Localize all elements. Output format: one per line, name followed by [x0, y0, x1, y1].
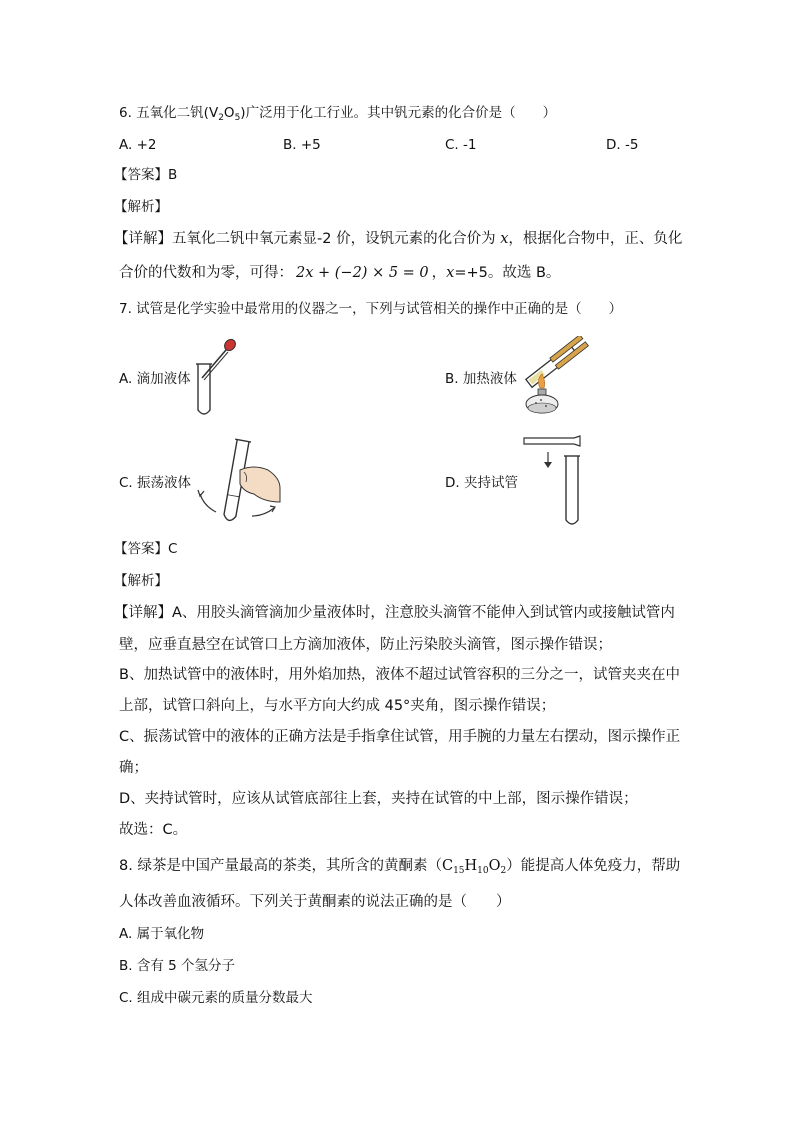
q6-detail-text: ， [431, 265, 447, 281]
q6-stem-text: )广泛用于化工行业。其中钒元素的化合价是（ ） [240, 105, 557, 121]
dropper-figure [192, 336, 242, 418]
q6-variable: x [500, 231, 509, 247]
q7-detail-line: 确； [119, 760, 148, 776]
q6-stem-text: O [223, 105, 235, 121]
q6-analysis-heading: 【解析】 [114, 199, 168, 215]
q8-stem-line-1 [119, 857, 680, 875]
q6-option-d: D. -5 [606, 137, 639, 153]
q7-detail-line: B、加热试管中的液体时，用外焰加热，液体不超过试管容积的三分之一，试管夹夹在中 [119, 667, 680, 683]
q6-detail-text: =+5。故选 B。 [454, 265, 561, 281]
q7-option-c-label: C. 振荡液体 [119, 475, 192, 491]
heating-figure [516, 336, 600, 420]
q8-stem-text: ）能提高人体免疫力，帮助 [506, 858, 681, 874]
q8-formula [442, 858, 506, 874]
q8-stem-text: 8. 绿茶是中国产量最高的茶类，其所含的黄酮素（ [119, 858, 442, 874]
q8-option-c: C. 组成中碳元素的质量分数最大 [119, 990, 313, 1006]
q6-subscript: 5 [234, 113, 241, 123]
q6-option-c: C. -1 [445, 137, 477, 153]
q7-detail-line: 【详解】A、用胶头滴管滴加少量液体时，注意胶头滴管不能伸入到试管内或接触试管内 [114, 605, 675, 621]
q6-detail-line-2 [119, 264, 560, 282]
q7-option-b-label: B. 加热液体 [445, 371, 517, 387]
q6-stem-text: 6. 五氧化二钒(V [119, 105, 219, 121]
q8-option-a: A. 属于氧化物 [119, 926, 205, 942]
q8-formula-subscript: 2 [500, 866, 507, 876]
q6-stem [119, 104, 556, 122]
q8-formula-symbol: H [464, 858, 478, 874]
shaking-figure [194, 436, 284, 528]
q8-formula-symbol: O [488, 858, 501, 874]
q6-variable: x [446, 265, 455, 281]
q6-option-b: B. +5 [283, 137, 321, 153]
q8-formula-subscript: 15 [453, 866, 465, 876]
q7-detail-line: 故选：C。 [119, 822, 188, 838]
q6-subscript: 2 [218, 113, 224, 123]
q6-option-a: A. +2 [119, 137, 157, 153]
q8-stem-line-2: 人体改善血液循环。下列关于黄酮素的说法正确的是（ ） [119, 894, 511, 910]
q7-analysis-heading: 【解析】 [114, 573, 168, 589]
q6-detail-line-1 [114, 230, 682, 248]
q7-detail-line: 壁，应垂直悬空在试管口上方滴加液体，防止污染胶头滴管，图示操作错误； [119, 637, 612, 653]
q8-formula-symbol: C [441, 858, 454, 874]
q7-detail-line: D、夹持试管时，应该从试管底部往上套，夹持在试管的中上部，图示操作错误； [119, 791, 638, 807]
q7-option-d-label: D. 夹持试管 [445, 475, 518, 491]
q6-equation: 2x + (−2) × 5 = 0 [296, 265, 429, 281]
q7-detail-line: 上部，试管口斜向上，与水平方向大约成 45°夹角，图示操作错误； [119, 698, 556, 714]
q7-detail-line: C、振荡试管中的液体的正确方法是手指拿住试管，用手腕的力量左右摆动，图示操作正 [119, 729, 681, 745]
q6-detail-text: 合价的代数和为零，可得： [119, 265, 293, 281]
q7-stem: 7. 试管是化学实验中最常用的仪器之一，下列与试管相关的操作中正确的是（ ） [119, 301, 623, 317]
clamping-figure [518, 434, 588, 528]
q6-detail-text: ，根据化合物中，正、负化 [508, 231, 683, 247]
q6-answer: 【答案】B [114, 167, 178, 183]
q8-option-b: B. 含有 5 个氢分子 [119, 958, 236, 974]
q7-answer: 【答案】C [114, 541, 178, 557]
q8-formula-subscript: 10 [477, 866, 489, 876]
q7-option-a-label: A. 滴加液体 [119, 371, 191, 387]
q6-detail-text: 【详解】五氧化二钒中氧元素显-2 价，设钒元素的化合价为 [114, 231, 501, 247]
